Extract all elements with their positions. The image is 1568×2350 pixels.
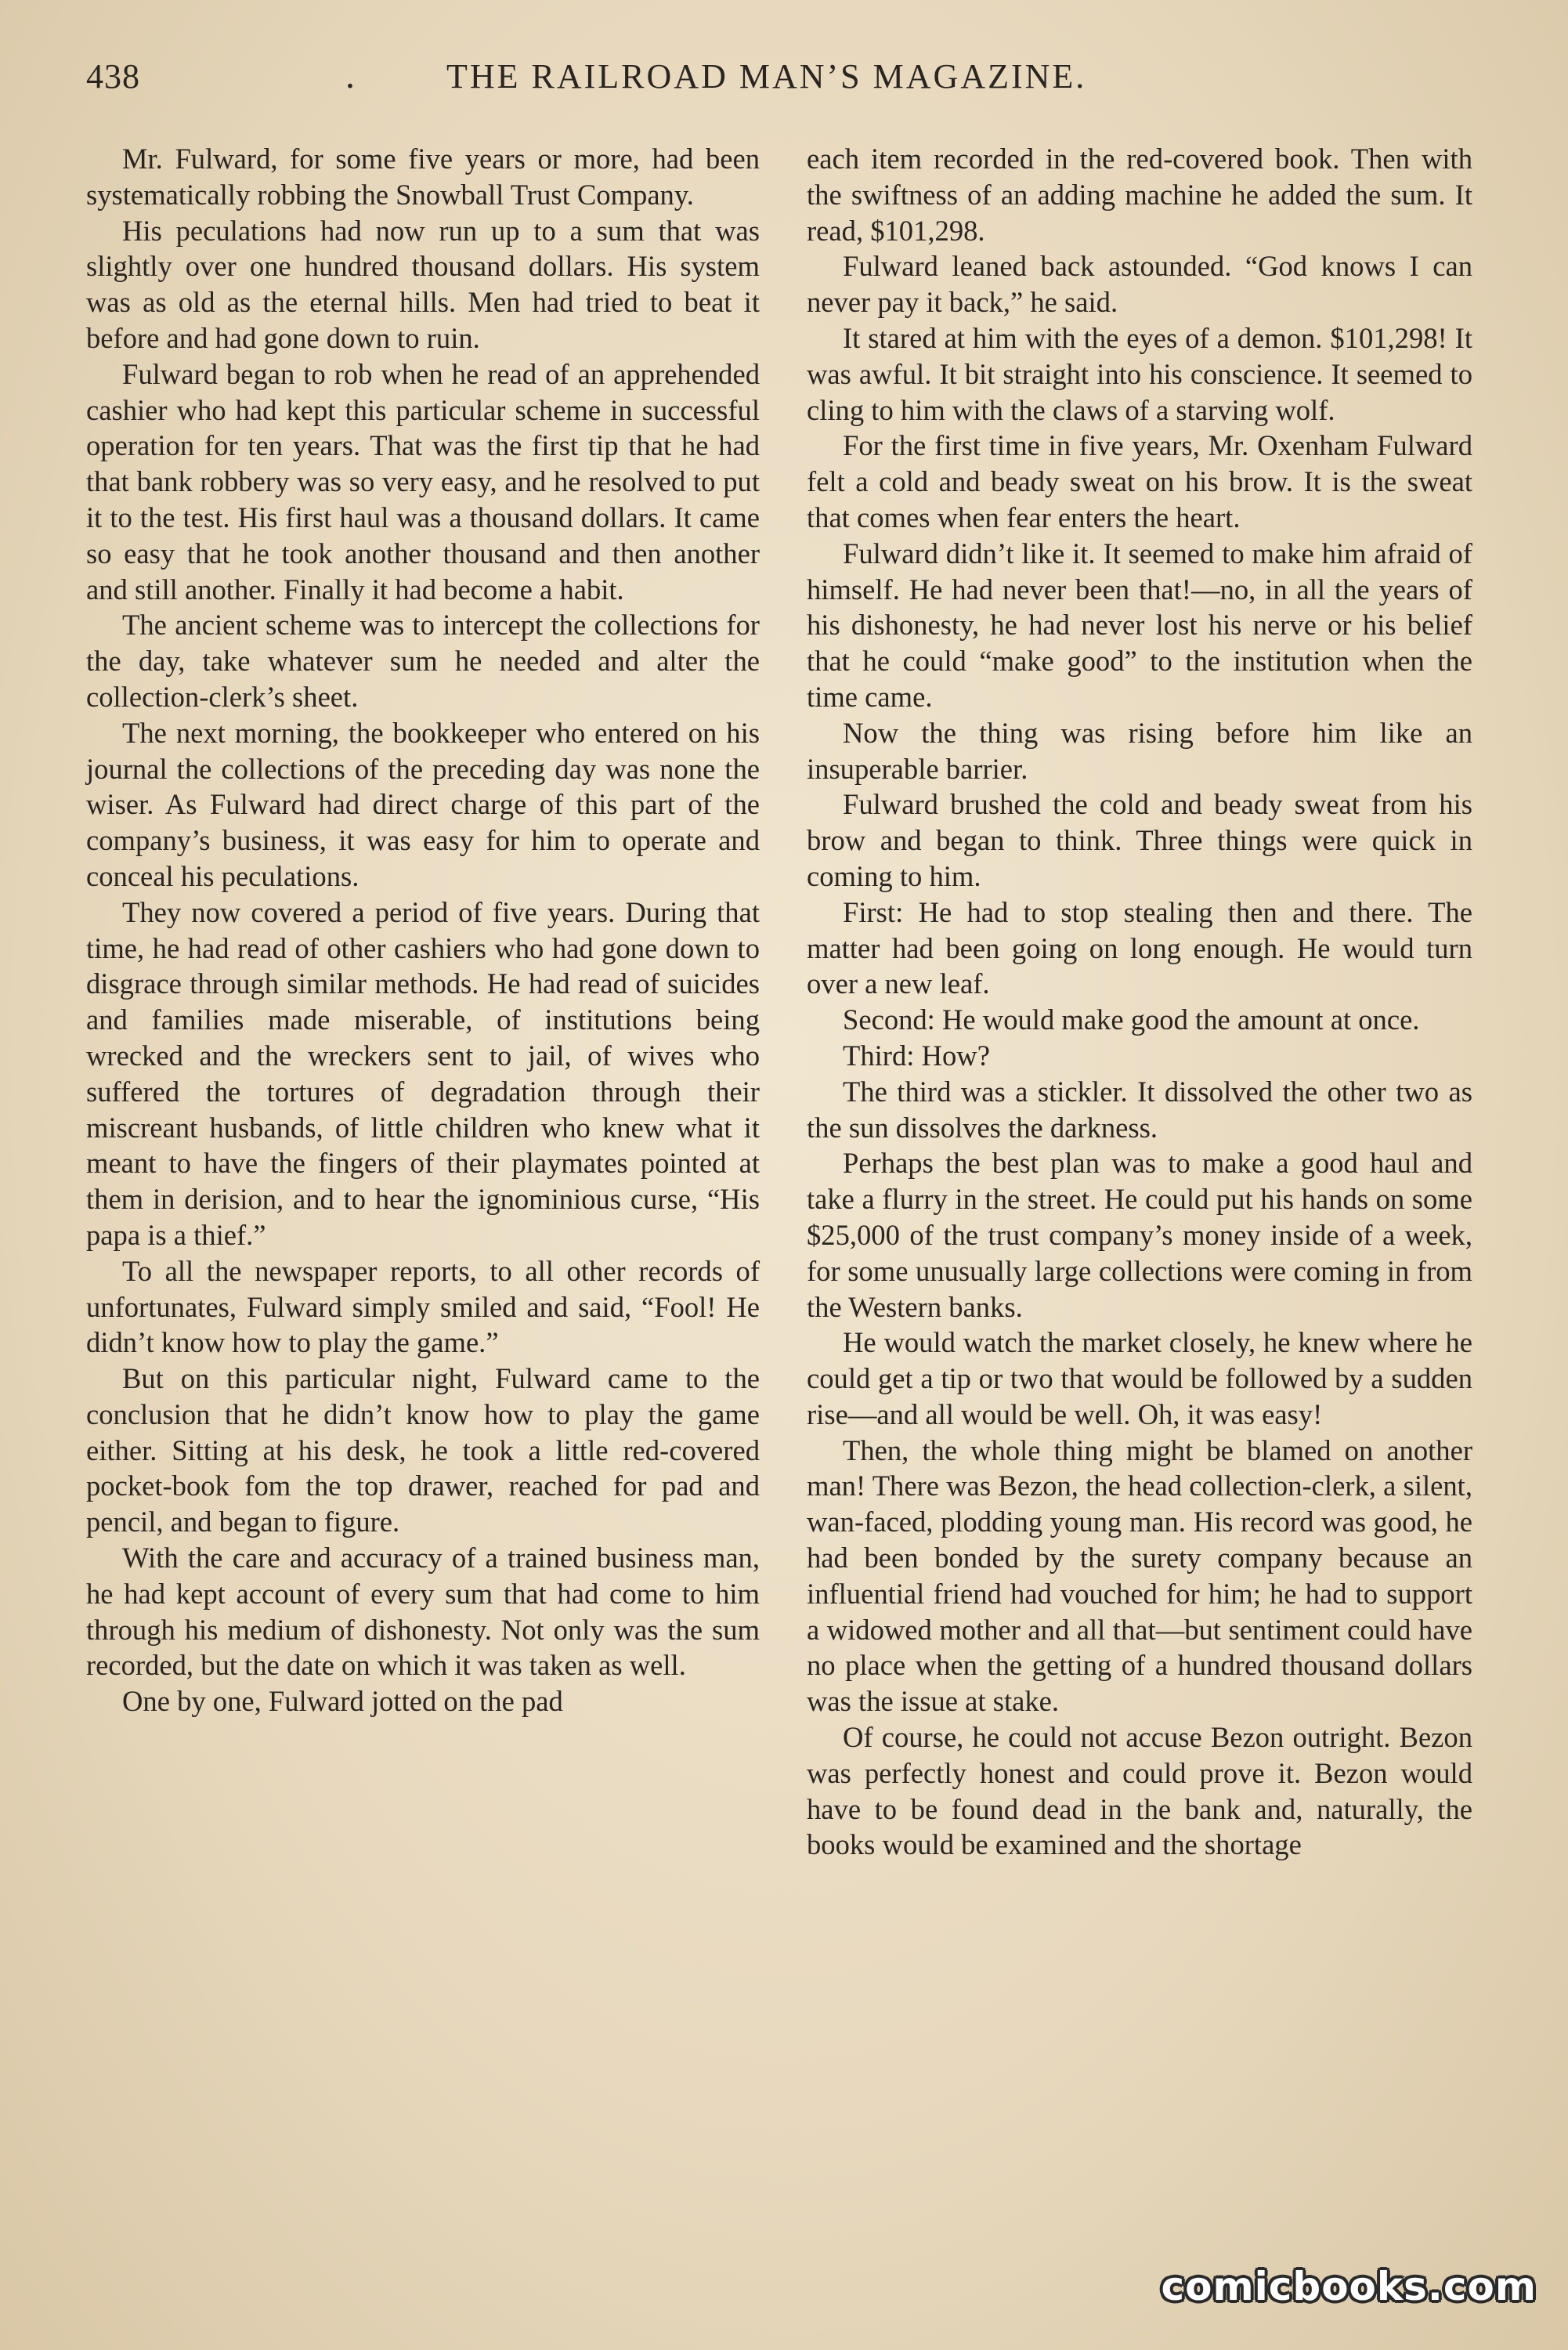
paragraph: Perhaps the best plan was to make a good haul and take a flurry in the street. He could put his hands on some $25,000 of the trust company’s money inside of a week, for some unusually large collections were coming in from the Western banks. bbox=[807, 1147, 1472, 1323]
paragraph: Second: He would make good the amount at once. bbox=[843, 1003, 1420, 1036]
paragraph: The ancient scheme was to intercept the collections for the day, take whatever sum he needed and alter the collection-clerk’s sheet. bbox=[86, 609, 760, 713]
paragraph: His peculations had now run up to a sum that was slightly over one hundred thousand dollars. His system was as old as the eternal hills. Men had tried to beat it before and had gone down to ruin. bbox=[86, 214, 760, 354]
paragraph: It stared at him with the eyes of a demon. $101,298! It was awful. It bit straight into his conscience. It seemed to cling to him with the claws of a starving wolf. bbox=[807, 321, 1472, 426]
paragraph: With the care and accuracy of a trained business man, he had kept account of every sum that had come to him through his medium of dishonesty. Not only was the sum recorded, but the date on which it was taken as well. bbox=[86, 1542, 760, 1682]
paragraph: The next morning, the bookkeeper who entered on his journal the collections of the preceding day was none the wiser. As Fulward had direct charge of this part of the company’s business, it was easy for him to operate and conceal his peculations. bbox=[86, 716, 760, 892]
header-separator: . bbox=[345, 56, 356, 96]
paragraph: He would watch the market closely, he knew where he could get a tip or two that would be followed by a sudden rise—and all would be well. Oh, it was easy! bbox=[807, 1326, 1472, 1430]
paragraph: Then, the whole thing might be blamed on another man! There was Bezon, the head collection-clerk, a silent, wan-faced, plodding young man. His record was good, he had been bonded by the surety company because an influential friend had vouched for him; he had to support a widowed mother and all that—but sentiment could have no place when the getting of a hundred thousand dollars was the issue at stake. bbox=[807, 1434, 1472, 1718]
paragraph: Fulward leaned back astounded. “God knows I can never pay it back,” he said. bbox=[807, 250, 1472, 319]
paragraph: They now covered a period of five years. During that time, he had read of other cashiers who had gone down to disgrace through similar methods. He had read of suicides and families made miserable, of institutions being wrecked and the wreckers sent to jail, of wives who suffered the tortures of degradation through their miscreant husbands, of little children who knew what it meant to have the fingers of their playmates pointed at them in derision, and to hear the ignominious curse, “His papa is a thief.” bbox=[86, 895, 760, 1251]
paragraph: For the first time in five years, Mr. Oxenham Fulward felt a cold and beady sweat on his brow. It is the sweat that comes when fear enters the heart. bbox=[807, 429, 1472, 533]
running-title: THE RAILROAD MAN’S MAGAZINE. bbox=[446, 57, 1087, 96]
paragraph: One by one, Fulward jotted on the pad bbox=[122, 1685, 563, 1718]
watermark-logo: comicbooks.com bbox=[1161, 2264, 1537, 2309]
paragraph: Now the thing was rising before him like an insuperable barrier. bbox=[807, 716, 1472, 785]
left-text-column bbox=[86, 141, 760, 1719]
paragraph: But on this particular night, Fulward came to the conclusion that he didn’t know how to play the game either. Sitting at his desk, he took a little red-covered pocket-book fom the top drawer, reached for pad and pencil, and began to figure. bbox=[86, 1362, 760, 1538]
paragraph: Third: How? bbox=[843, 1039, 990, 1072]
right-text-column bbox=[807, 141, 1472, 1863]
page-number: 438 bbox=[86, 57, 140, 96]
paragraph: Fulward brushed the cold and beady sweat from his brow and began to think. Three things were quick in coming to him. bbox=[807, 788, 1472, 892]
paragraph: Of course, he could not accuse Bezon outright. Bezon was perfectly honest and could prove it. Bezon would have to be found dead in the bank and, naturally, the books would be examined and the shortage bbox=[807, 1721, 1472, 1861]
paragraph-continued: each item recorded in the red-covered book. Then with the swiftness of an adding machine he added the sum. It read, $101,298. bbox=[807, 143, 1472, 247]
running-header bbox=[86, 56, 1496, 103]
paragraph: First: He had to stop stealing then and there. The matter had been going on long enough. He would turn over a new leaf. bbox=[807, 895, 1472, 1000]
paragraph: To all the newspaper reports, to all other records of unfortunates, Fulward simply smiled and said, “Fool! He didn’t know how to play the game.” bbox=[86, 1254, 760, 1359]
paragraph: Mr. Fulward, for some five years or more, had been systematically robbing the Snowball Trust Company. bbox=[86, 143, 760, 211]
paragraph: Fulward began to rob when he read of an apprehended cashier who had kept this particular scheme in successful operation for ten years. That was the first tip that he had that bank robbery was so very easy, and he resolved to put it to the test. His first haul was a thousand dollars. It came so easy that he took another thousand and then another and still another. Finally it had become a habit. bbox=[86, 357, 760, 606]
paragraph: Fulward didn’t like it. It seemed to make him afraid of himself. He had never been that!—no, in all the years of his dishonesty, he had never lost his nerve or his belief that he could “make good” to the institution when the time came. bbox=[807, 537, 1472, 713]
paragraph: The third was a stickler. It dissolved the other two as the sun dissolves the darkness. bbox=[807, 1075, 1472, 1144]
